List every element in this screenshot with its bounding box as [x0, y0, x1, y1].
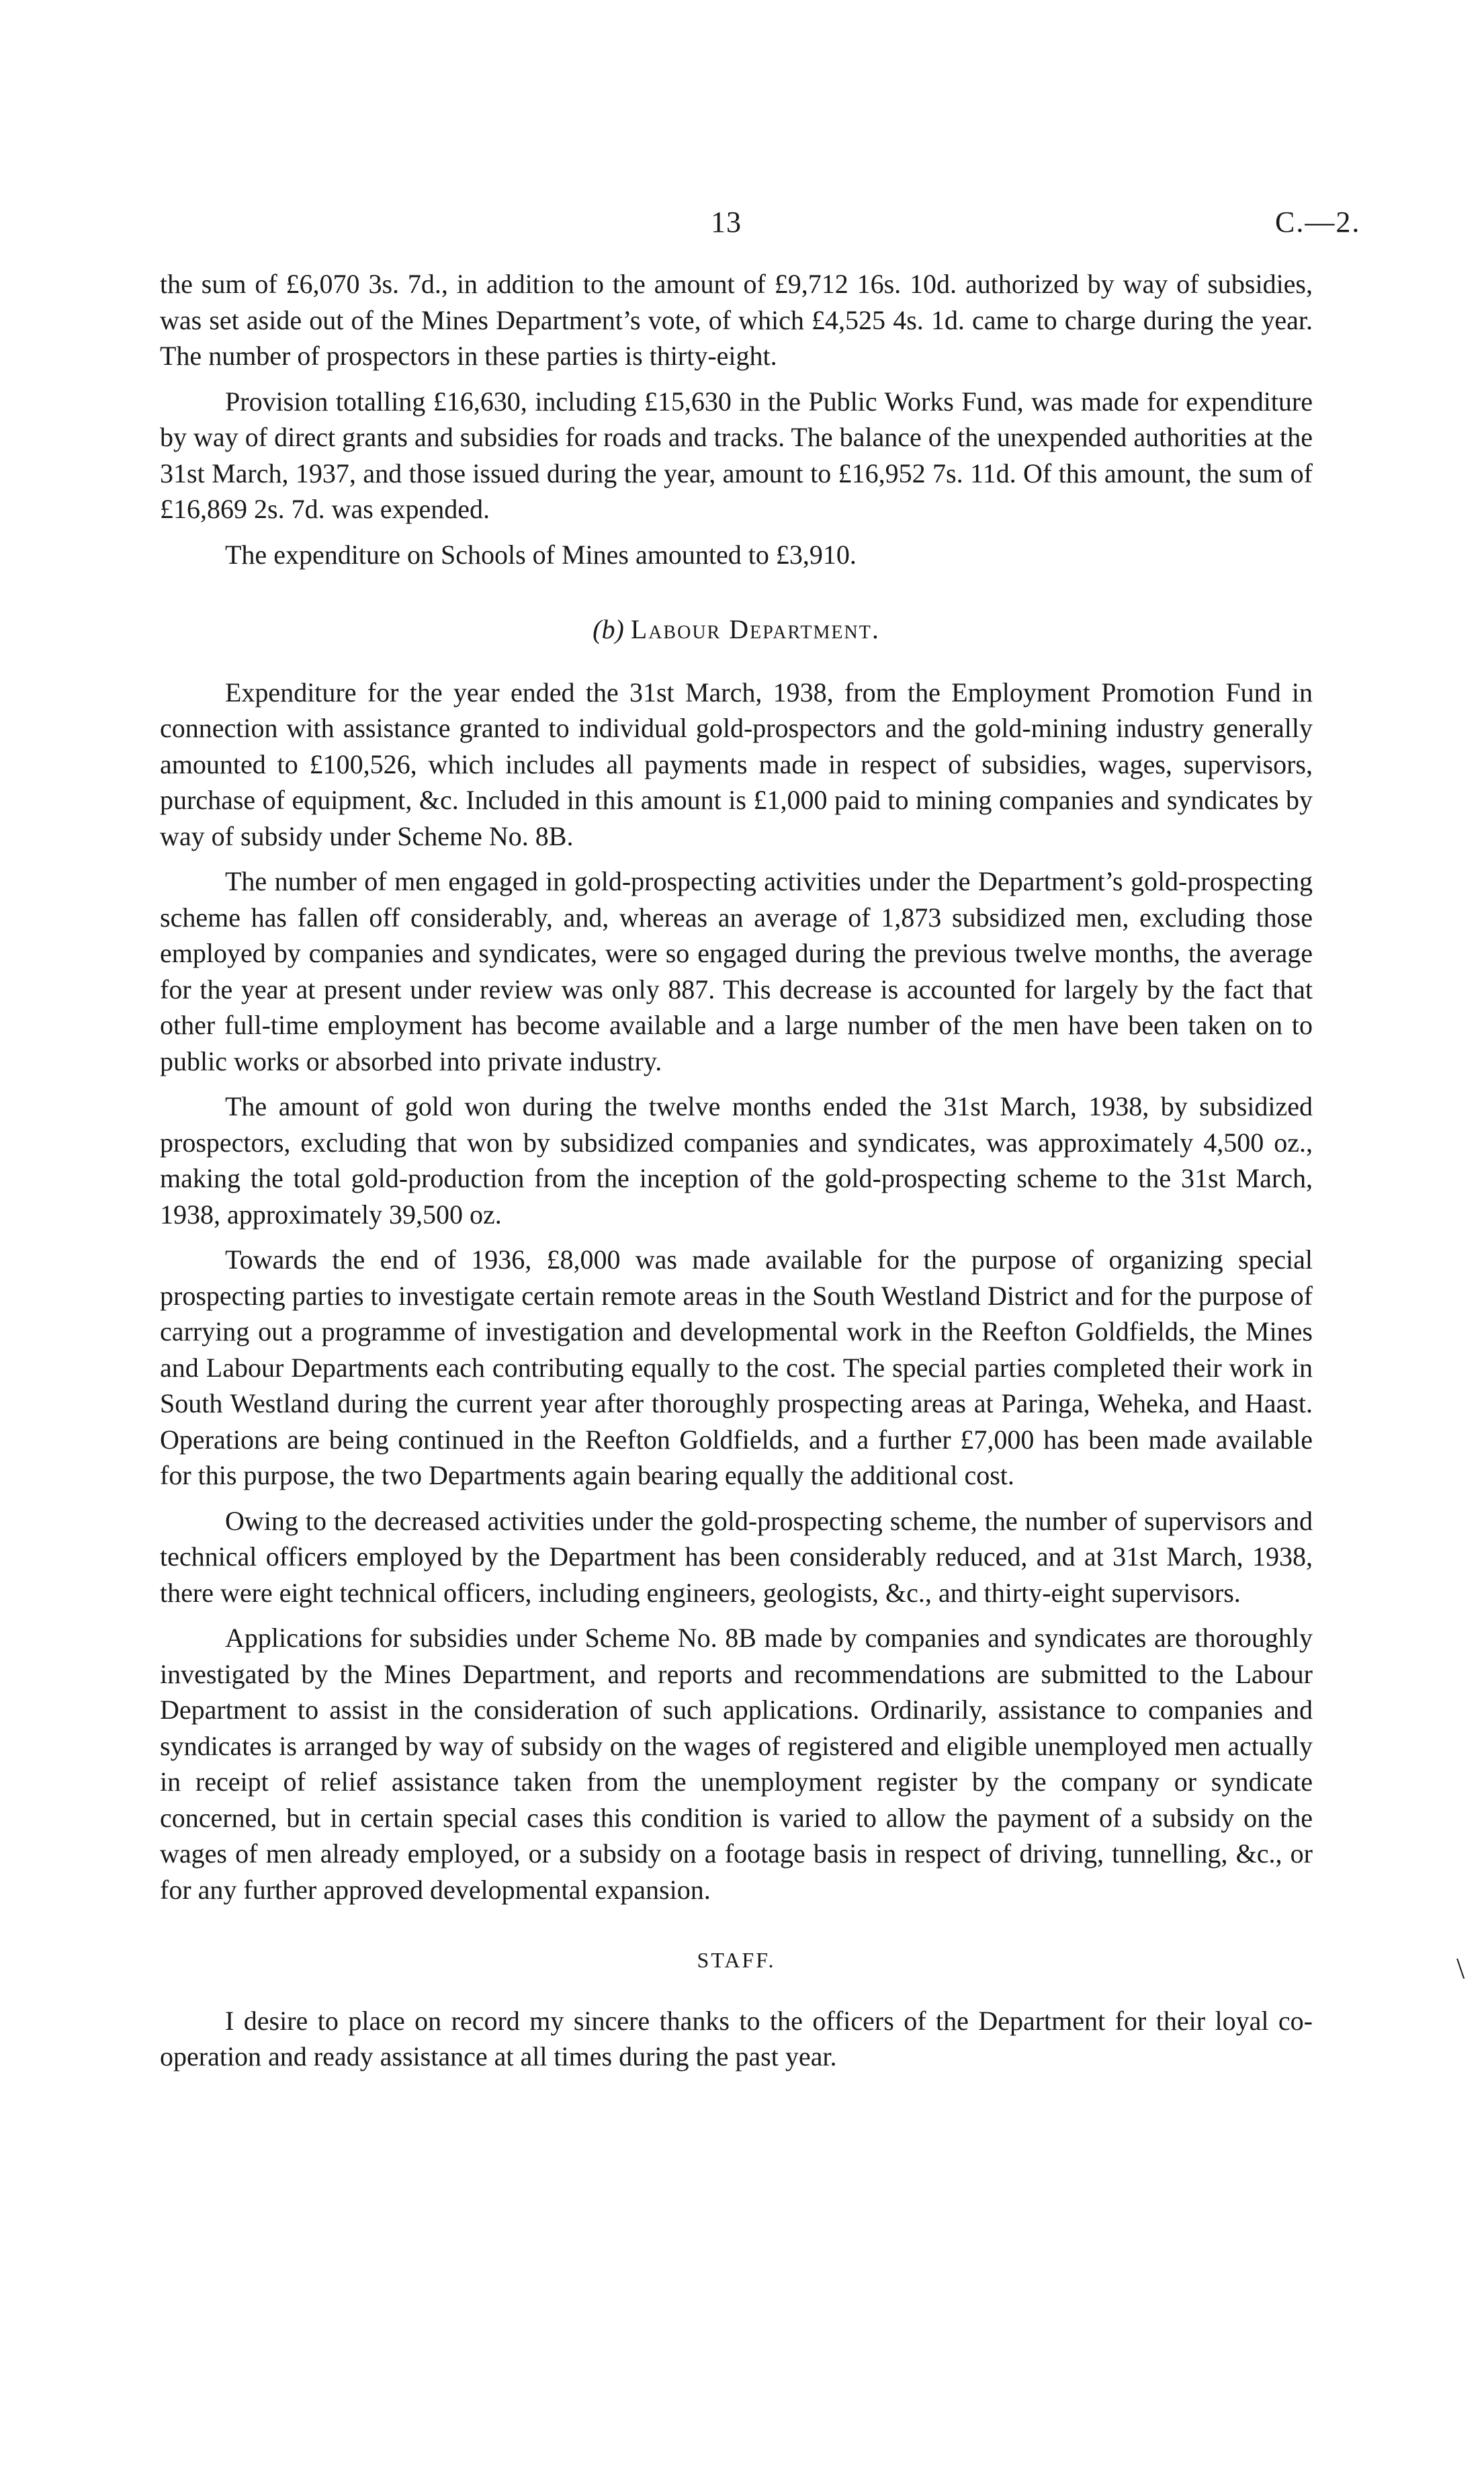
- paragraph: The amount of gold won during the twelve months ended the 31st March, 1938, by subsidized prospectors, excluding that won by subsidized companies and syndicates, was approximately 4,500 oz., making the total gold-production from the inception of the gold-prospecting scheme to the 31st March, 1938, approximately 39,500 oz.: [160, 1091, 1313, 1230]
- section-title: Labour Department.: [630, 614, 880, 644]
- paragraph: Towards the end of 1936, £8,000 was made available for the purpose of organizing special prospecting parties to investigate certain remote areas in the South Westland District and for the purpose of carrying out a programme of investigation and developmental work in the Reefton Goldfields, the Mines and Labour Departments each contributing equally to the cost. The special parties completed their work in South Westland during the current year after thoroughly prospecting areas at Paringa, Weheka, and Haast. Operations are being continued in the Reefton Goldfields, and a further £7,000 has been made available for this purpose, the two Departments again bearing equally the additional cost.: [160, 1244, 1313, 1490]
- paragraph: Provision totalling £16,630, including £15,630 in the Public Works Fund, was made for expenditure by way of direct grants and subsidies for roads and tracks. The balance of the unexpended authorities at the 31st March, 1937, and those issued during the year, amount to £16,952 7s. 11d. Of this amount, the sum of £16,869 2s. 7d. was expended.: [160, 386, 1313, 524]
- paragraph: Expenditure for the year ended the 31st March, 1938, from the Employment Promotion Fund in connection with assistance granted to individual gold-prospectors and the gold-mining industry generally amounted to £100,526, which includes all payments made in respect of subsidies, wages, supervisors, purchase of equipment, &c. Included in this amount is £1,000 paid to mining companies and syndicates by way of subsidy under Scheme No. 8B.: [160, 677, 1313, 851]
- paragraph: The expenditure on Schools of Mines amounted to £3,910.: [225, 539, 857, 570]
- paragraph: the sum of £6,070 3s. 7d., in addition to the amount of £9,712 16s. 10d. authorized by way of subsidies, was set aside out of the Mines Department’s vote, of which £4,525 4s. 1d. came to charge during the year. The number of prospectors in these parties is thirty-eight.: [160, 269, 1313, 371]
- document-reference: C.—2.: [1275, 206, 1361, 239]
- section-heading-labour-department: [160, 611, 1313, 648]
- margin-mark: \: [1456, 1952, 1465, 1985]
- paragraph: The number of men engaged in gold-prospecting activities under the Department’s gold-prospecting scheme has fallen off considerably, and, whereas an average of 1,873 subsidized men, excluding those employed by companies and syndicates, were so engaged during the previous twelve months, the average for the year at present under review was only 887. This decrease is accounted for largely by the fact that other full-time employment has become available and a large number of the men have been taken on to public works or absorbed into private industry.: [160, 866, 1313, 1076]
- paragraph: Applications for subsidies under Scheme No. 8B made by companies and syndicates are thoroughly investigated by the Mines Department, and reports and recommendations are submitted to the Labour Department to assist in the consideration of such applications. Ordinarily, assistance to companies and syndicates is arranged by way of subsidy on the wages of registered and eligible unemployed men actually in receipt of relief assistance taken from the unemployment register by the company or syndicate concerned, but in certain special cases this condition is varied to allow the payment of a subsidy on the wages of men already employed, or a subsidy on a footage basis in respect of driving, tunnelling, &c., or for any further approved developmental expansion.: [160, 1623, 1313, 1905]
- section-heading-staff: STAFF.: [697, 1948, 776, 1972]
- body-text: [160, 266, 1313, 2084]
- page-number: 13: [711, 206, 742, 239]
- section-label: (b): [593, 614, 624, 644]
- paragraph: Owing to the decreased activities under the gold-prospecting scheme, the number of supervisors and technical officers employed by the Department has been considerably reduced, and at 31st March, 1938, there were eight technical officers, including engineers, geologists, &c., and thirty-eight supervisors.: [160, 1505, 1313, 1608]
- paragraph: I desire to place on record my sincere thanks to the officers of the Department for their loyal co-operation and ready assistance at all times during the past year.: [160, 2005, 1313, 2072]
